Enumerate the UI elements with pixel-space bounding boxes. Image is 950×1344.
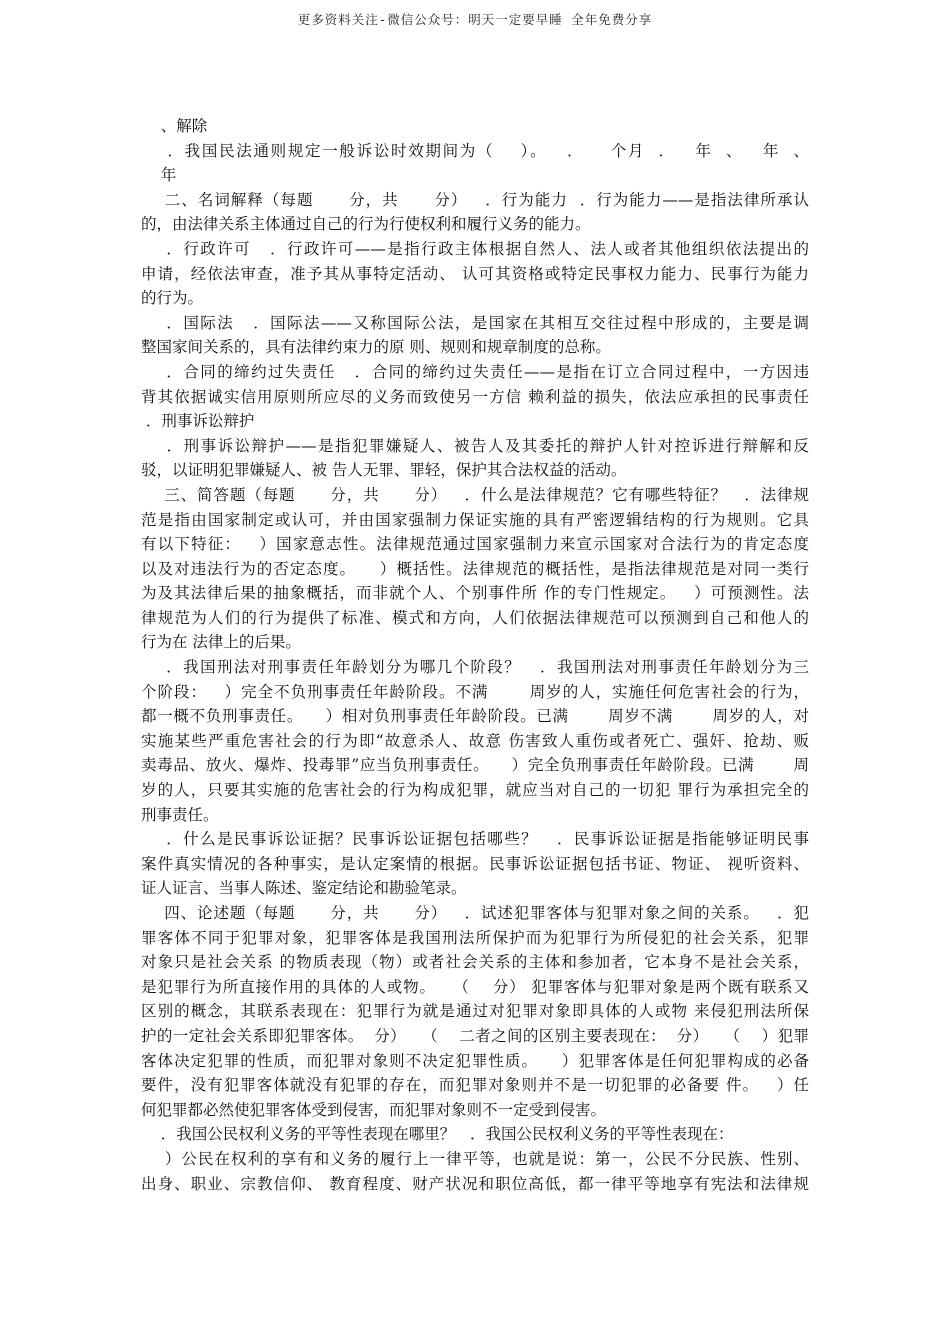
- page-header-banner: 更多资料关注-微信公众号：明天一定要早睡 全年免费分享: [297, 12, 653, 27]
- text-line: 背其依据诚实信用原则所应尽的义务而致使另一方信 赖利益的损失，依法应承担的民事责任: [141, 387, 809, 406]
- text-line: 对象只是社会关系 的物质表现（物）或者社会关系的主体和参加者，它本身不是社会关系，: [141, 953, 809, 972]
- text-line: 都一概不负刑事责任。 ）相对负刑事责任年龄阶段。已满 周岁不满 周岁的人，对: [141, 707, 809, 726]
- text-line: 驳，以证明犯罪嫌疑人、被 告人无罪、罪轻，保护其合法权益的活动。: [141, 461, 627, 480]
- text-line: 刑事责任。: [141, 805, 219, 824]
- text-line: 客体决定犯罪的性质，而犯罪对象则不决定犯罪性质。 ）犯罪客体是任何犯罪构成的必备: [141, 1051, 809, 1070]
- text-line: 区别的概念，其联系表现在：犯罪行为就是通过对犯罪对象即具体的人或物 来侵犯刑法所保: [141, 1002, 809, 1021]
- text-line: 四、论述题（每题 分，共 分） ．试述犯罪客体与犯罪对象之间的关系。 ．犯: [141, 904, 809, 922]
- text-line: 个阶段： ）完全不负刑事责任年龄阶段。不满 周岁的人，实施任何危害社会的行为，: [141, 682, 809, 701]
- text-line: 二、名词解释（每题 分，共 分） ．行为能力 ．行为能力——是指法律所承认: [141, 190, 809, 209]
- text-line: 、解除: [141, 117, 208, 135]
- text-line: 申请，经依法审查，准予其从事特定活动、 认可其资格或特定民事权力能力、民事行为能力: [141, 264, 809, 283]
- text-line: ）公民在权利的享有和义务的履行上一律平等，也就是说：第一，公民不分民族、性别、: [141, 1149, 809, 1168]
- text-line: 出身、职业、宗教信仰、 教育程度、财产状况和职位高低，都一律平等地享有宪法和法律规: [141, 1174, 809, 1193]
- text-line: 实施某些严重危害社会的行为即“故意杀人、故意 伤害致人重伤或者死亡、强奸、抢劫、贩: [141, 731, 809, 750]
- text-line: 行为在 法律上的后果。: [141, 633, 301, 652]
- text-line: 的，由法律关系主体通过自己的行为行使权利和履行义务的能力。: [141, 215, 591, 234]
- text-line: 案件真实情况的各种事实，是认定案情的根据。民事诉讼证据包括书证、物证、 视听资料、: [141, 854, 809, 873]
- text-line: 以及对违法行为的否定态度。 ）概括性。法律规范的概括性，是指法律规范是对同一类行: [141, 559, 809, 578]
- text-line: ．我国公民权利义务的平等性表现在哪里？ ．我国公民权利义务的平等性表现在：: [141, 1125, 734, 1144]
- text-line: 卖毒品、放火、爆炸、投毒罪”应当负刑事责任。 ）完全负刑事责任年龄阶段。已满 周: [141, 756, 809, 775]
- text-line: 范是指由国家制定或认可，并由国家强制力保证实施的具有严密逻辑结构的行为规则。它具: [141, 510, 809, 529]
- text-line: 岁的人，只要其实施的危害社会的行为构成犯罪，就应当对自己的一切犯 罪行为承担完全的: [141, 781, 809, 800]
- text-line: ．刑事诉讼辩护——是指犯罪嫌疑人、被告人及其委托的辩护人针对控诉进行辩解和反: [141, 436, 809, 455]
- text-line: 整国家间关系的，具有法律约束力的原 则、规则和规章制度的总称。: [141, 338, 611, 357]
- text-line: 三、简答题（每题 分，共 分） ．什么是法律规范？它有哪些特征？ ．法律规: [141, 485, 809, 504]
- text-line: 律规范为人们的行为提供了标准、模式和方向，人们依据法律规范可以预测到自己和他人的: [141, 608, 809, 627]
- text-line: 年: [141, 166, 177, 185]
- text-line: 的行为。: [141, 289, 204, 308]
- text-line: 何犯罪都必然使犯罪客体受到侵害，而犯罪对象则不一定受到侵害。: [141, 1100, 607, 1119]
- text-line: ．什么是民事诉讼证据？民事诉讼证据包括哪些？ ．民事诉讼证据是指能够证明民事: [141, 830, 809, 849]
- text-line: ．合同的缔约过失责任 ．合同的缔约过失责任——是指在订立合同过程中，一方因违: [141, 362, 809, 381]
- text-line: ．国际法 ．国际法——又称国际公法，是国家在其相互交往过程中形成的，主要是调: [141, 313, 809, 332]
- text-line: ．我国刑法对刑事责任年龄划分为哪几个阶段？ ．我国刑法对刑事责任年龄划分为三: [141, 658, 809, 677]
- document-body: [141, 114, 809, 1196]
- text-line: 护的一定社会关系即犯罪客体。 分） （ 二者之间的区别主要表现在： 分） （ ）犯罪: [141, 1026, 809, 1045]
- text-line: ．行政许可 ．行政许可——是指行政主体根据自然人、法人或者其他组织依法提出的: [141, 239, 809, 258]
- text-line: ．刑事诉讼辩护: [141, 412, 255, 431]
- text-line: 为及其法律后果的抽象概括，而非就个人、个别事件所 作的专门性规定。 ）可预测性。法: [141, 584, 809, 603]
- text-line: 是犯罪行为所直接作用的具体的人或物。 （ 分） 犯罪客体与犯罪对象是两个既有联系又: [141, 977, 809, 996]
- text-line: 证人证言、当事人陈述、鉴定结论和勘验笔录。: [141, 879, 467, 898]
- text-line: 有以下特征： ）国家意志性。法律规范通过国家强制力来宣示国家对合法行为的肯定态度: [141, 535, 809, 554]
- text-line: 罪客体不同于犯罪对象，犯罪客体是我国刑法所保护而为犯罪行为所侵犯的社会关系，犯罪: [141, 928, 809, 947]
- text-line: 要件，没有犯罪客体就没有犯罪的存在，而犯罪对象则并不是一切犯罪的必备要 件。 ）任: [141, 1076, 809, 1095]
- text-line: ．我国民法通则规定一般诉讼时效期间为（ ）。 ． 个月 ． 年 、 年 、: [141, 141, 809, 160]
